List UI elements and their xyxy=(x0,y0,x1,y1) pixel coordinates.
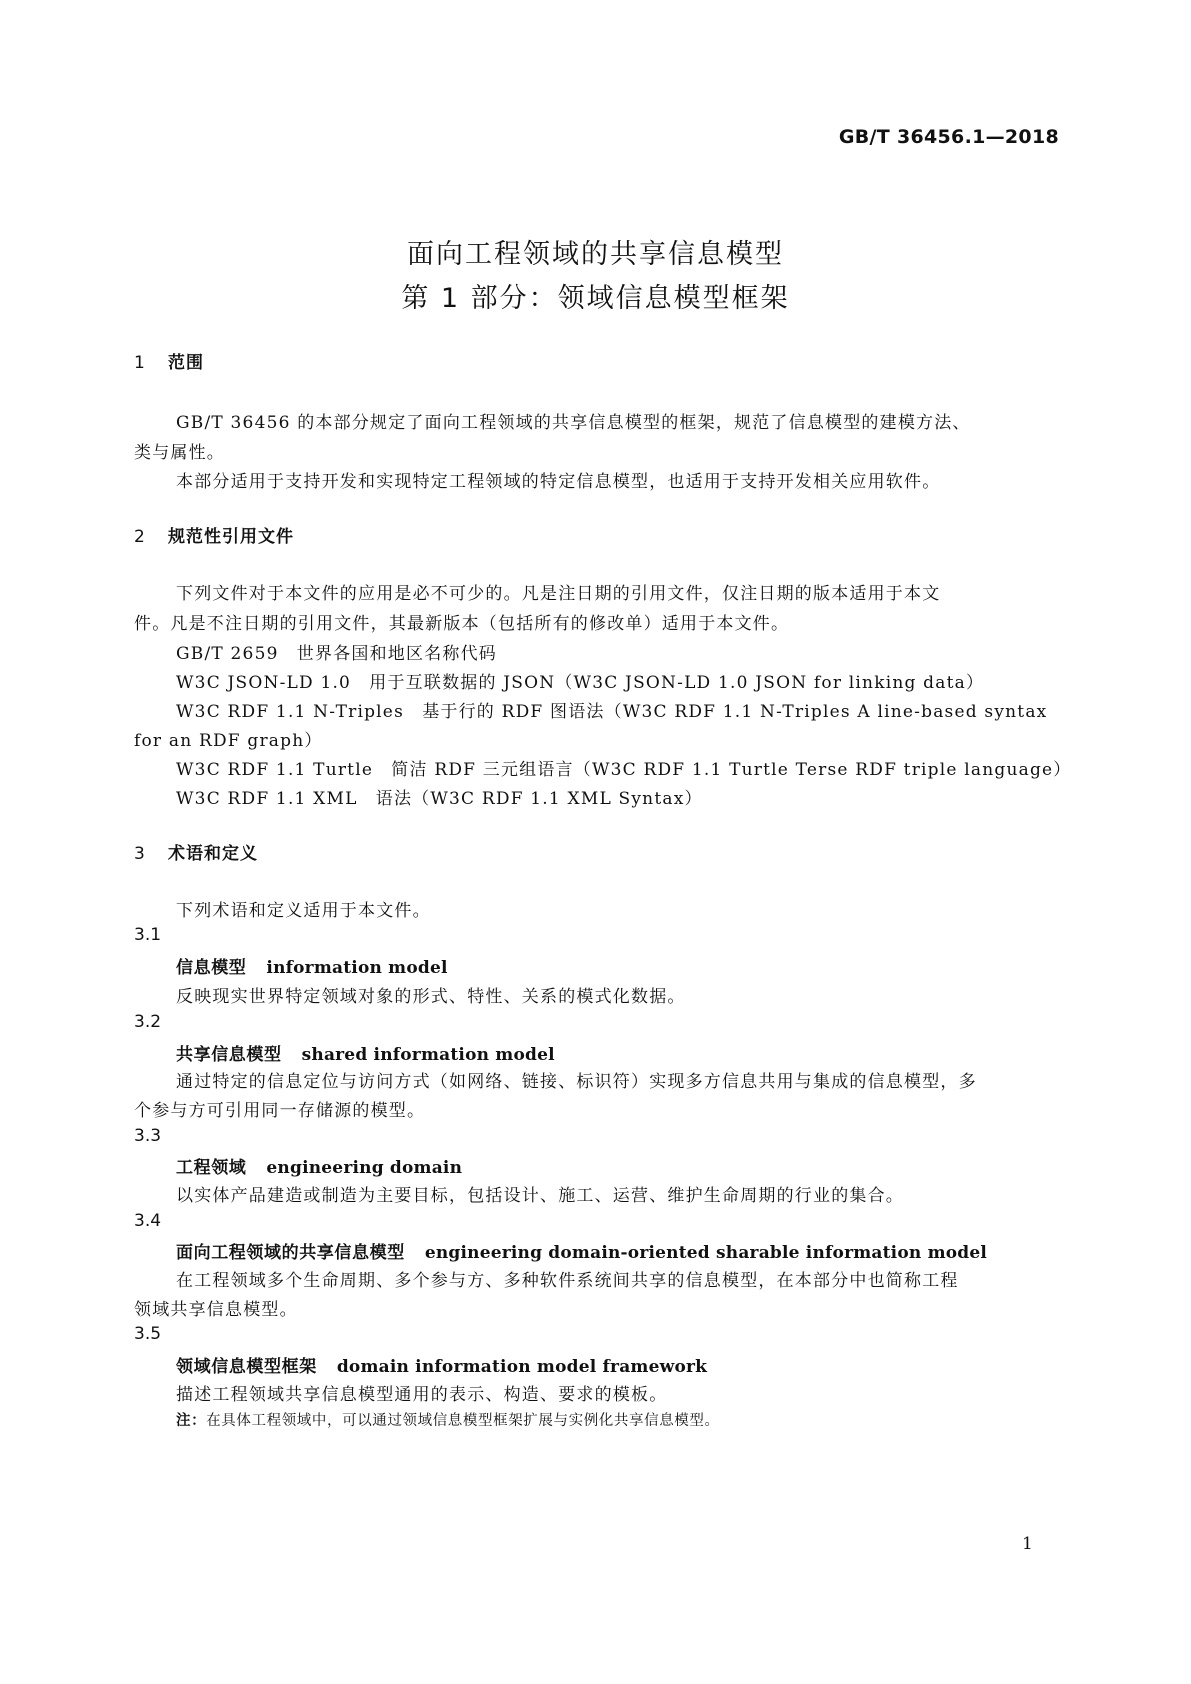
section-title: 术语和定义 xyxy=(168,844,258,864)
term-definition: 以实体产品建造或制造为主要目标，包括设计、施工、运营、维护生命周期的行业的集合。 xyxy=(176,1186,904,1206)
document-title-line1: 面向工程领域的共享信息模型 xyxy=(407,239,784,270)
term-name xyxy=(176,953,448,978)
term-zh: 共享信息模型 xyxy=(176,1045,282,1065)
section-1-heading xyxy=(134,348,204,373)
reference-item: W3C RDF 1.1 N-Triples 基于行的 RDF 图语法（W3C RDF 1.1 N-Triples A line-based syntax xyxy=(176,702,1048,722)
term-definition: 通过特定的信息定位与访问方式（如网络、链接、标识符）实现多方信息共用与集成的信息模型，多 xyxy=(176,1072,977,1092)
term-name xyxy=(176,1040,555,1065)
section-2-paragraph-line-1: 下列文件对于本文件的应用是必不可少的。凡是注日期的引用文件，仅注日期的版本适用于本文 xyxy=(176,584,941,604)
section-1-paragraph-2: 本部分适用于支持开发和实现特定工程领域的特定信息模型，也适用于支持开发相关应用软件。 xyxy=(176,472,941,492)
standard-id: GB/T 36456.1—2018 xyxy=(838,126,1059,148)
document-title-line2: 第 1 部分：领域信息模型框架 xyxy=(401,283,790,314)
reference-item-continuation: for an RDF graph） xyxy=(134,731,323,751)
term-number: 3.4 xyxy=(134,1211,162,1231)
section-title: 规范性引用文件 xyxy=(168,527,294,547)
page-number: 1 xyxy=(1022,1534,1033,1554)
section-2-heading xyxy=(134,522,294,547)
term-zh: 信息模型 xyxy=(176,958,247,978)
note-label: 注： xyxy=(176,1413,207,1429)
section-number: 1 xyxy=(134,353,146,373)
term-en: engineering domain-oriented sharable information model xyxy=(424,1243,988,1263)
note xyxy=(176,1409,720,1430)
term-zh: 领域信息模型框架 xyxy=(176,1357,317,1377)
term-en: domain information model framework xyxy=(336,1357,708,1377)
section-2-paragraph-line-2: 件。凡是不注日期的引用文件，其最新版本（包括所有的修改单）适用于本文件。 xyxy=(134,614,790,634)
term-en: shared information model xyxy=(301,1045,555,1065)
section-number: 2 xyxy=(134,527,146,547)
term-definition: 反映现实世界特定领域对象的形式、特性、关系的模式化数据。 xyxy=(176,987,686,1007)
reference-item: W3C JSON-LD 1.0 用于互联数据的 JSON（W3C JSON-LD 1.0 JSON for linking data） xyxy=(176,673,985,693)
section-title: 范围 xyxy=(168,353,204,373)
term-number: 3.2 xyxy=(134,1012,162,1032)
term-definition: 描述工程领域共享信息模型通用的表示、构造、要求的模板。 xyxy=(176,1385,668,1405)
term-number: 3.5 xyxy=(134,1324,162,1344)
note-text: 在具体工程领域中，可以通过领域信息模型框架扩展与实例化共享信息模型。 xyxy=(206,1413,720,1429)
reference-item: W3C RDF 1.1 XML 语法（W3C RDF 1.1 XML Syntax） xyxy=(176,789,703,809)
term-definition: 在工程领域多个生命周期、多个参与方、多种软件系统间共享的信息模型，在本部分中也简称工程 xyxy=(176,1271,959,1291)
section-1-paragraph-1-line-2: 类与属性。 xyxy=(134,443,225,463)
term-name xyxy=(176,1352,707,1377)
term-name xyxy=(176,1153,462,1178)
term-number: 3.1 xyxy=(134,925,162,945)
term-definition-continuation: 个参与方可引用同一存储源的模型。 xyxy=(134,1101,426,1121)
section-3-intro: 下列术语和定义适用于本文件。 xyxy=(176,901,431,921)
section-1-paragraph-1-line-1: GB/T 36456 的本部分规定了面向工程领域的共享信息模型的框架，规范了信息模型的建模方法、 xyxy=(176,413,971,433)
term-definition-continuation: 领域共享信息模型。 xyxy=(134,1300,298,1320)
term-en: engineering domain xyxy=(266,1158,463,1178)
term-name xyxy=(176,1238,987,1263)
term-en: information model xyxy=(266,958,448,978)
reference-item: W3C RDF 1.1 Turtle 简洁 RDF 三元组语言（W3C RDF 1.1 Turtle Terse RDF triple language） xyxy=(176,760,1072,780)
term-zh: 面向工程领域的共享信息模型 xyxy=(176,1243,405,1263)
section-3-heading xyxy=(134,839,258,864)
reference-item: GB/T 2659 世界各国和地区名称代码 xyxy=(176,644,498,664)
term-zh: 工程领域 xyxy=(176,1158,247,1178)
term-number: 3.3 xyxy=(134,1126,162,1146)
section-number: 3 xyxy=(134,844,146,864)
